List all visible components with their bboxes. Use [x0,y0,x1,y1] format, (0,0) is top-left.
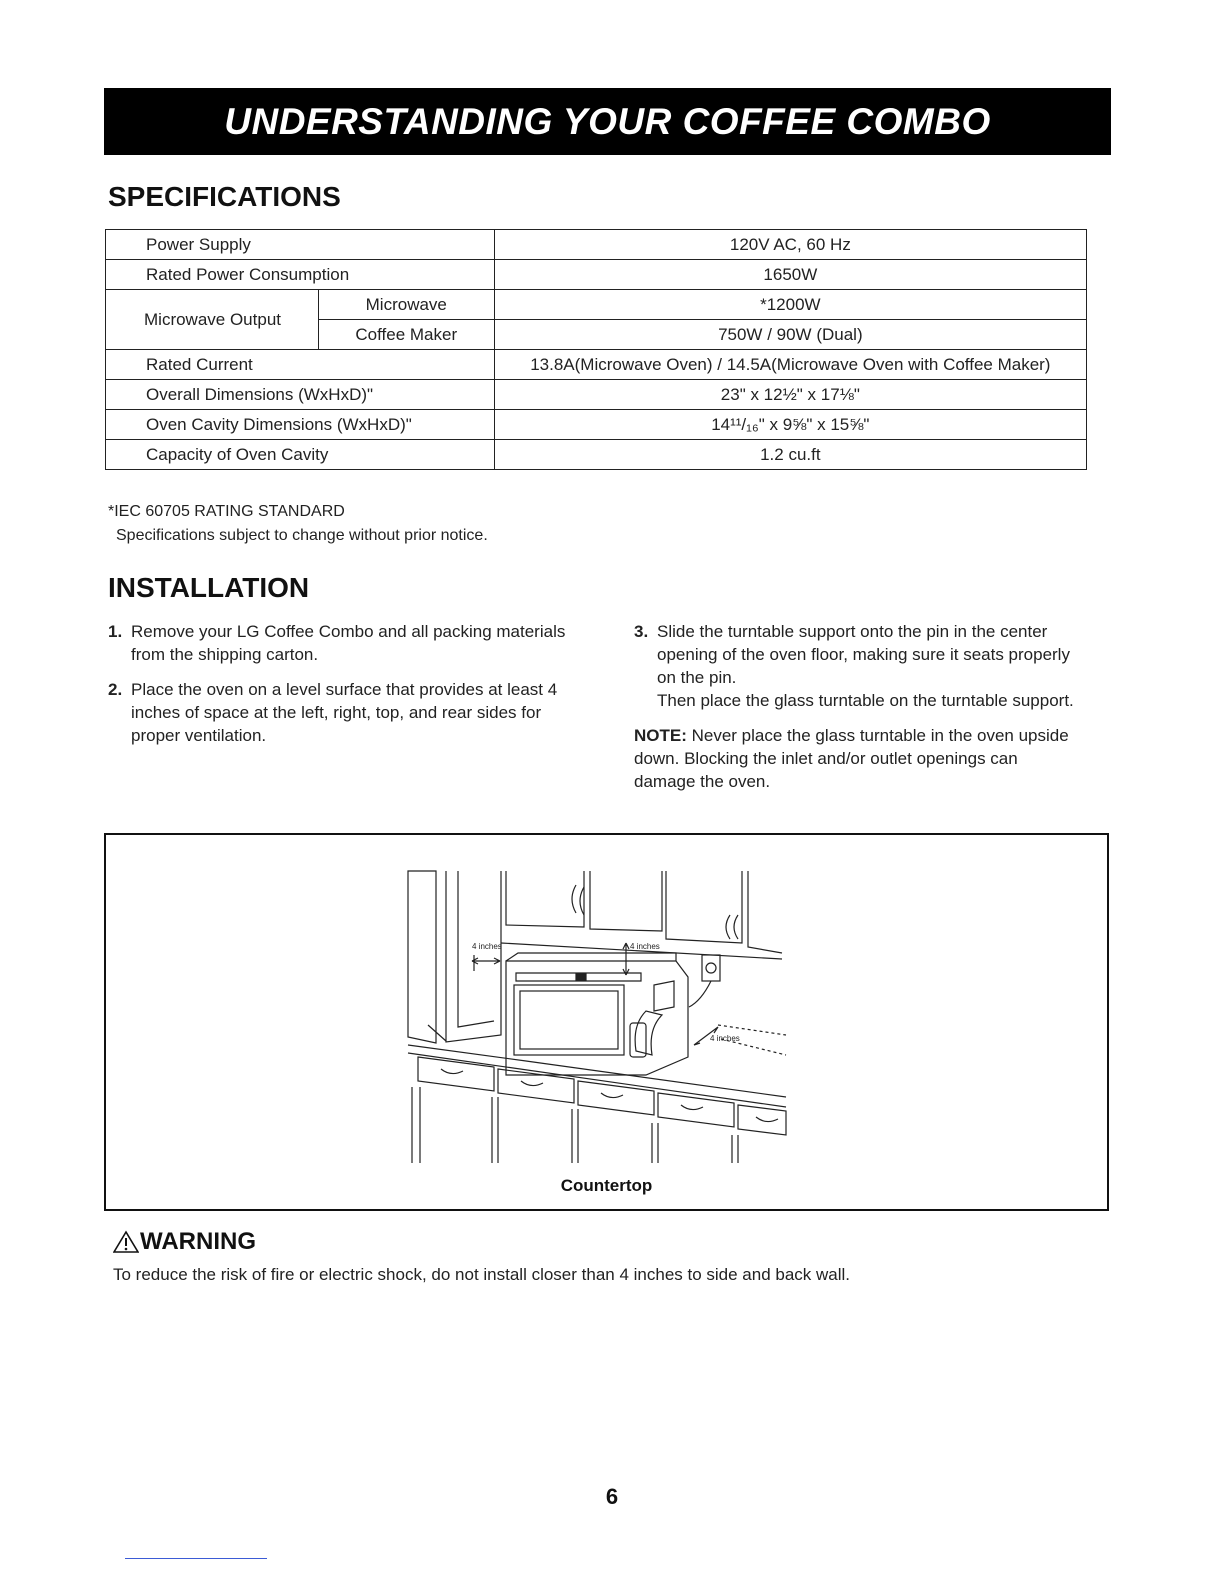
left-clearance-label: 4 inches [472,942,502,951]
spec-label: Rated Current [106,350,495,380]
table-row [106,350,1087,380]
list-item [108,620,588,666]
spec-value: 23" x 12½" x 17⅛" [494,380,1086,410]
spec-label: Oven Cavity Dimensions (WxHxD)" [106,410,495,440]
countertop-illustration [106,835,1107,1209]
warning-heading [113,1228,256,1256]
table-row [106,260,1087,290]
specifications-heading: SPECIFICATIONS [108,181,341,212]
note-text: Never place the glass turntable in the oven upside down. Blocking the inlet and/or outlet openings can damage the oven. [634,726,1069,791]
spec-footnote: *IEC 60705 RATING STANDARD [108,503,345,520]
spec-label: Microwave Output [106,290,319,350]
step-text: Remove your LG Coffee Combo and all packing materials from the shipping carton. [131,622,566,664]
spec-value: 1650W [494,260,1086,290]
note-label: NOTE: [634,726,687,745]
spec-value: 120V AC, 60 Hz [494,230,1086,260]
table-row [106,230,1087,260]
spec-label: Rated Power Consumption [106,260,495,290]
installation-note [634,724,1074,793]
top-clearance-label: 4 inches [630,942,660,951]
footer-rule [125,1558,267,1559]
step-text-continued: Then place the glass turntable on the turntable support. [657,691,1074,710]
table-row [106,380,1087,410]
spec-value: 1.2 cu.ft [494,440,1086,470]
warning-text: To reduce the risk of fire or electric shock, do not install closer than 4 inches to side and back wall. [113,1265,851,1284]
spec-label: Capacity of Oven Cavity [106,440,495,470]
spec-value: 14¹¹/₁₆" x 9⅝" x 15⅝" [494,410,1086,440]
installation-figure [104,833,1109,1211]
installation-heading: INSTALLATION [108,572,310,603]
list-item [634,620,1074,712]
warning-title: WARNING [140,1228,256,1255]
spec-value: 750W / 90W (Dual) [494,320,1086,350]
spec-notice: Specifications subject to change without prior notice. [116,527,488,544]
list-item [108,678,588,747]
specifications-table [105,229,1087,470]
page-banner-title: UNDERSTANDING YOUR COFFEE COMBO [104,88,1111,155]
spec-label: Overall Dimensions (WxHxD)" [106,380,495,410]
spec-sublabel: Microwave [318,290,494,320]
rear-clearance-label: 4 inches [710,1034,740,1043]
installation-right-column [634,620,1074,793]
step-number: 2. [108,680,123,699]
spec-value: *1200W [494,290,1086,320]
installation-left-column [108,620,588,759]
spec-sublabel: Coffee Maker [318,320,494,350]
step-number: 1. [108,622,123,641]
step-text: Place the oven on a level surface that provides at least 4 inches of space at the left, right, top, and rear sides for proper ventilation. [131,680,558,745]
step-text: Slide the turntable support onto the pin in the center opening of the oven floor, making sure it seats properly on the pin. [657,622,1070,687]
page-number: 6 [605,1484,619,1509]
spec-label: Power Supply [106,230,495,260]
table-row [106,440,1087,470]
spec-value: 13.8A(Microwave Oven) / 14.5A(Microwave Oven with Coffee Maker) [494,350,1086,380]
warning-triangle-icon [113,1230,139,1254]
step-number: 3. [634,622,649,641]
table-row [106,410,1087,440]
figure-caption: Countertop [560,1176,653,1195]
table-row [106,290,1087,320]
